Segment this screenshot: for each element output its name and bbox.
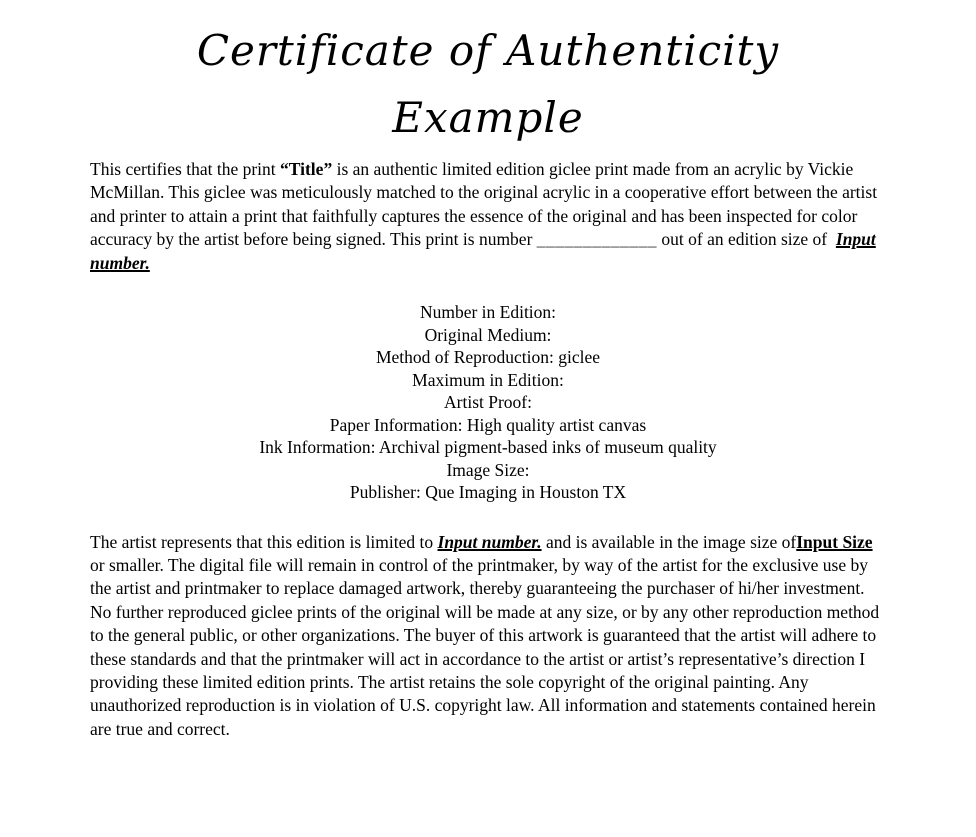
detail-ink-information: Ink Information: Archival pigment-based inks of museum quality [259,437,717,458]
limit-number-input-token: Input number. [437,531,542,552]
edition-size-input-token: Input number. [90,229,876,273]
image-size-input-token: Input Size [796,531,873,552]
detail-method-of-reproduction: Method of Reproduction: giclee [375,347,601,368]
print-number-blank: _____________ [536,229,658,250]
certificate-subtitle-example: Example [392,93,584,142]
terms-paragraph [90,531,886,742]
edition-details-list [90,301,886,504]
print-title-placeholder: “Title” [280,159,333,179]
terms-mid-text: and is available in the image size of [541,531,797,552]
detail-maximum-in-edition: Maximum in Edition: [412,369,564,390]
certificate-title: Certificate of Authenticity [196,26,780,75]
detail-paper-information: Paper Information: High quality artist canvas [329,414,647,435]
intro-after-blank-text: out of an edition size of [657,229,836,250]
terms-body-text: or smaller. The digital file will remain in control of the printmaker, by way of the artist for the exclusive use by the artist and printmaker to replace damaged artwork, thereby guaranteeing the purchaser of hi/her investment. No further reproduced giclee prints of the original will be made at any size, or by any other reproduction method to the general public, or other organizations. The buyer of this artwork is guaranteed that the artist will adhere to these standards and that the printmaker will act in accordance to the artist or artist’s representative’s direction I providing these limited edition prints. The artist retains the sole copyright of the original painting. Any unauthorized reproduction is in violation of U.S. copyright law. All information and statements contained herein are true and correct. [90,554,880,739]
intro-lead-text: This certifies that the print [90,159,281,179]
detail-artist-proof: Artist Proof: [444,392,532,413]
certificate-title-block [90,14,886,148]
intro-paragraph [90,158,886,275]
detail-number-in-edition: Number in Edition: [419,302,557,323]
detail-image-size: Image Size: [446,459,530,480]
detail-original-medium: Original Medium: [424,324,552,345]
detail-publisher: Publisher: Que Imaging in Houston TX [349,482,627,503]
terms-lead-text: The artist represents that this edition is limited to [90,531,438,552]
intro-body-text: is an authentic limited edition giclee print made from an acrylic by Vickie McMillan. This giclee was meticulously matched to the original acrylic in a cooperative effort between the artist and printer to attain a print that faithfully captures the essence of the original and has been inspected for color accuracy by the artist before being signed. This print is number [90,159,878,250]
